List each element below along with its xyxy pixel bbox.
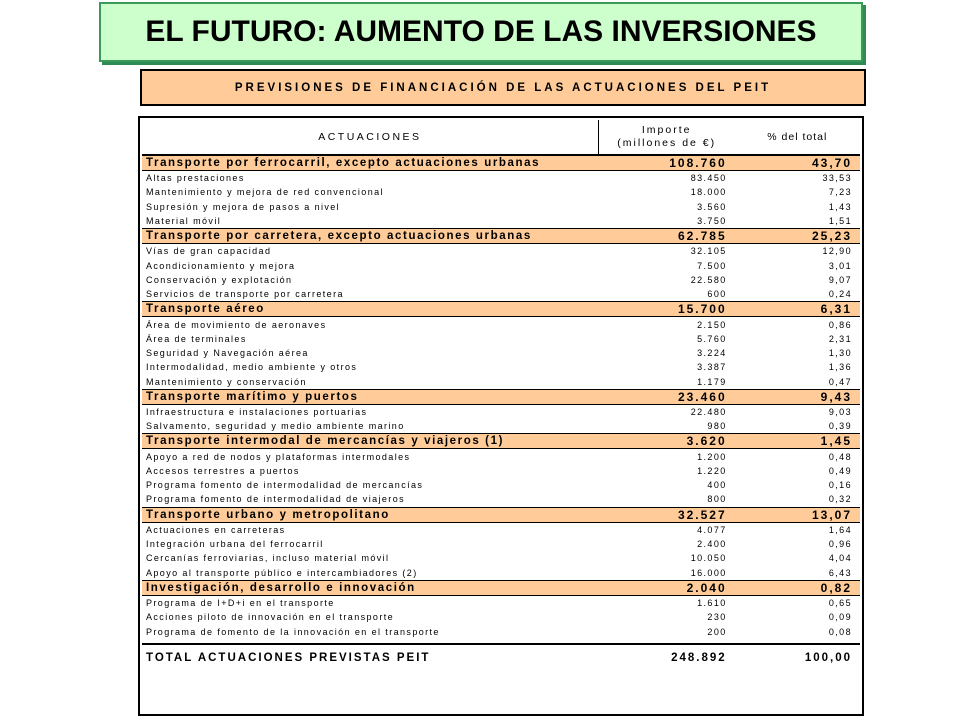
item-amount: 1.179 [697,376,727,387]
table-caption: PREVISIONES DE FINANCIACIÓN DE LAS ACTUACIONES DEL PEIT [234,81,772,94]
item-row [142,360,860,374]
item-name: Área de terminales [146,333,247,344]
category-row [142,580,860,595]
item-name: Vías de gran capacidad [146,246,272,257]
item-name: Altas prestaciones [146,173,245,184]
item-amount: 800 [707,494,727,505]
total-row [142,644,860,672]
item-amount: 7.500 [697,260,727,271]
category-pct: 0,82 [735,580,860,595]
item-row [142,171,860,186]
item-pct: 0,49 [828,465,852,476]
header-actuaciones: ACTUACIONES [142,120,598,155]
item-row [142,595,860,610]
item-row [142,551,860,565]
item-amount: 3.387 [697,362,727,373]
item-row [142,419,860,434]
item-row [142,478,860,492]
item-name: Salvamento, seguridad y medio ambiente marino [146,421,405,432]
item-pct: 0,96 [828,539,852,550]
category-row [142,155,860,171]
item-amount: 3.750 [697,216,727,227]
item-amount: 32.105 [690,246,727,257]
item-name: Intermodalidad, medio ambiente y otros [146,362,358,373]
item-row [142,317,860,332]
item-pct: 12,90 [822,246,852,257]
item-amount: 5.760 [697,333,727,344]
item-name: Cercanías ferroviarias, incluso material móvil [146,553,390,564]
item-amount: 1.610 [697,597,727,608]
total-amount: 248.892 [598,644,734,672]
item-row [142,464,860,478]
item-pct: 0,65 [828,597,852,608]
category-pct: 1,45 [735,434,860,449]
item-name: Material móvil [146,216,222,227]
item-name: Programa de fomento de la innovación en el transporte [146,626,440,637]
item-amount: 4.077 [697,524,727,535]
category-name: Transporte aéreo [142,302,598,317]
item-amount: 22.580 [690,274,727,285]
item-row [142,346,860,360]
item-amount: 3.224 [697,348,727,359]
item-amount: 400 [707,480,727,491]
item-row [142,244,860,259]
item-row [142,200,860,214]
item-row [142,610,860,624]
item-pct: 1,64 [828,524,852,535]
item-row [142,624,860,638]
item-name: Supresión y mejora de pasos a nivel [146,201,341,212]
item-name: Mantenimiento y conservación [146,376,307,387]
item-pct: 0,47 [828,376,852,387]
item-amount: 2.150 [697,319,727,330]
item-name: Mantenimiento y mejora de red convencional [146,187,384,198]
item-amount: 980 [707,421,727,432]
title-banner [99,2,863,62]
item-amount: 200 [707,626,727,637]
item-name: Apoyo a red de nodos y plataformas intermodales [146,451,411,462]
item-name: Acciones piloto de innovación en el transporte [146,612,395,623]
header-importe-line1: Importe [641,124,692,136]
item-row [142,566,860,581]
item-name: Conservación y explotación [146,274,293,285]
item-name: Apoyo al transporte público e intercambiadores (2) [146,567,418,578]
item-pct: 1,51 [828,216,852,227]
item-name: Servicios de transporte por carretera [146,289,344,300]
category-row [142,434,860,449]
category-amount: 23.460 [598,389,734,404]
item-name: Programa de I+D+i en el transporte [146,597,335,608]
item-amount: 230 [707,612,727,623]
item-amount: 18.000 [690,187,727,198]
item-amount: 3.560 [697,201,727,212]
financing-table [142,120,860,672]
item-name: Área de movimiento de aeronaves [146,319,327,330]
category-pct: 9,43 [735,389,860,404]
item-pct: 2,31 [828,333,852,344]
table-header-row [142,120,860,155]
item-amount: 22.480 [690,407,727,417]
item-name: Actuaciones en carreteras [146,524,286,535]
item-pct: 7,23 [828,187,852,198]
category-amount: 3.620 [598,434,734,449]
financing-table-frame [138,116,864,716]
category-name: Transporte urbano y metropolitano [142,507,598,522]
item-name: Infraestructura e instalaciones portuarias [146,407,368,417]
category-amount: 62.785 [598,229,734,244]
item-row [142,522,860,537]
item-pct: 6,43 [828,567,852,578]
item-pct: 0,48 [828,451,852,462]
item-row [142,492,860,507]
category-name: Transporte marítimo y puertos [142,389,598,404]
item-pct: 0,24 [828,289,852,300]
item-row [142,273,860,287]
item-pct: 33,53 [822,173,852,184]
item-row [142,404,860,419]
item-row [142,449,860,464]
item-amount: 10.050 [690,553,727,564]
category-amount: 2.040 [598,580,734,595]
page-title: EL FUTURO: AUMENTO DE LAS INVERSIONES [145,15,817,48]
item-amount: 1.220 [697,465,727,476]
item-pct: 0,39 [828,421,852,432]
item-pct: 1,30 [828,348,852,359]
item-row [142,375,860,390]
total-name: TOTAL ACTUACIONES PREVISTAS PEIT [142,644,598,672]
category-pct: 25,23 [735,229,860,244]
item-pct: 1,43 [828,201,852,212]
category-row [142,302,860,317]
item-name: Seguridad y Navegación aérea [146,348,309,359]
item-name: Acondicionamiento y mejora [146,260,296,271]
category-amount: 15.700 [598,302,734,317]
item-row [142,332,860,346]
item-pct: 0,09 [828,612,852,623]
category-amount: 108.760 [598,155,734,171]
item-row [142,214,860,229]
category-name: Transporte por ferrocarril, excepto actuaciones urbanas [142,155,598,171]
category-name: Transporte por carretera, excepto actuaciones urbanas [142,229,598,244]
item-name: Programa fomento de intermodalidad de viajeros [146,494,406,505]
item-pct: 0,86 [828,319,852,330]
header-importe [598,120,734,155]
category-amount: 32.527 [598,507,734,522]
item-name: Programa fomento de intermodalidad de mercancías [146,480,424,491]
item-pct: 1,36 [828,362,852,373]
category-row [142,507,860,522]
item-amount: 16.000 [690,567,727,578]
category-row [142,389,860,404]
item-amount: 1.200 [697,451,727,462]
category-pct: 6,31 [735,302,860,317]
header-pct-total: % del total [735,120,860,155]
item-name: Accesos terrestres a puertos [146,465,300,476]
item-row [142,185,860,199]
item-row [142,258,860,272]
item-row [142,537,860,551]
item-pct: 3,01 [828,260,852,271]
category-pct: 43,70 [735,155,860,171]
item-pct: 9,07 [828,274,852,285]
item-row [142,287,860,302]
total-pct: 100,00 [735,644,860,672]
item-amount: 2.400 [697,539,727,550]
category-name: Transporte intermodal de mercancías y viajeros (1) [142,434,598,449]
item-pct: 0,32 [828,494,852,505]
category-name: Investigación, desarrollo e innovación [142,580,598,595]
item-pct: 9,03 [828,407,852,417]
item-pct: 0,08 [828,626,852,637]
header-importe-line2: (millones de €) [617,137,717,149]
category-row [142,229,860,244]
item-pct: 0,16 [828,480,852,491]
item-amount: 83.450 [690,173,727,184]
subtitle-banner [140,69,866,106]
category-pct: 13,07 [735,507,860,522]
item-pct: 4,04 [828,553,852,564]
item-name: Integración urbana del ferrocarril [146,539,324,550]
item-amount: 600 [707,289,727,300]
